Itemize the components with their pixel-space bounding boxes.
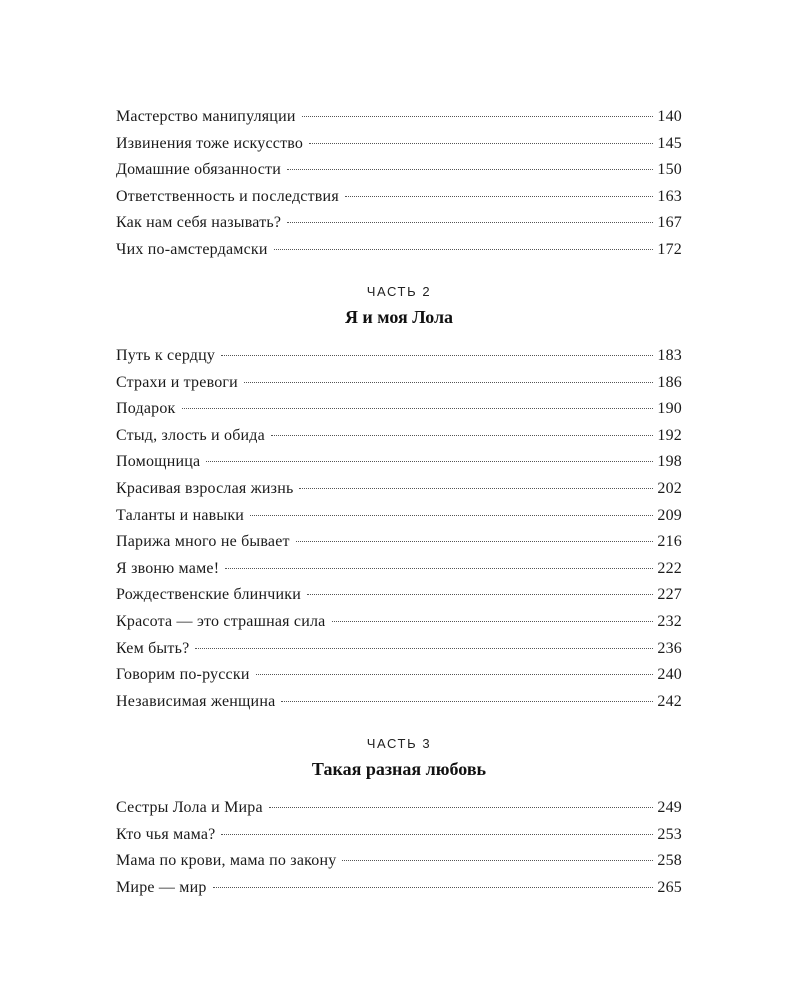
dot-leader	[342, 860, 653, 861]
toc-entry[interactable]	[116, 848, 682, 875]
dot-leader	[225, 568, 653, 569]
toc-entry[interactable]	[116, 582, 682, 609]
dot-leader	[296, 541, 654, 542]
entry-page-number: 140	[657, 108, 682, 125]
entry-title: Парижа много не бывает	[116, 533, 290, 551]
toc-entry[interactable]	[116, 556, 682, 583]
entry-title: Страхи и тревоги	[116, 373, 238, 391]
entry-title: Я звоню маме!	[116, 559, 220, 577]
dot-leader	[309, 143, 653, 144]
entry-title: Рождественские блинчики	[116, 586, 301, 604]
entry-page-number: 186	[657, 373, 682, 391]
toc-entry[interactable]	[116, 370, 682, 397]
toc-list	[116, 795, 682, 901]
part-3-heading	[116, 736, 682, 780]
entry-title: Мастерство манипуляции	[116, 108, 296, 125]
entry-page-number: 198	[657, 453, 682, 471]
dot-leader	[195, 648, 653, 649]
entry-title: Кем быть?	[116, 639, 190, 657]
toc-entry[interactable]	[116, 396, 682, 423]
entry-title: Как нам себя называть?	[116, 214, 282, 232]
toc-entry[interactable]	[116, 822, 682, 849]
toc-part-2	[116, 343, 682, 715]
entry-page-number: 150	[657, 161, 682, 179]
toc-entry[interactable]	[116, 503, 682, 530]
entry-title: Чих по-амстердамски	[116, 240, 268, 258]
entry-page-number: 167	[657, 214, 682, 232]
dot-leader	[206, 461, 653, 462]
dot-leader	[281, 701, 653, 702]
entry-title: Независимая женщина	[116, 692, 276, 710]
entry-page-number: 222	[657, 559, 682, 577]
dot-leader	[332, 621, 654, 622]
dot-leader	[307, 594, 653, 595]
entry-title: Мама по крови, мама по закону	[116, 852, 337, 870]
entry-title: Красивая взрослая жизнь	[116, 479, 294, 497]
toc-section-1	[116, 104, 682, 264]
toc-entry[interactable]	[116, 662, 682, 689]
dot-leader	[250, 515, 653, 516]
entry-page-number: 183	[657, 347, 682, 364]
toc-list	[116, 104, 682, 264]
dot-leader	[182, 408, 654, 409]
toc-entry[interactable]	[116, 529, 682, 556]
part-2-heading	[116, 284, 682, 328]
toc-entry[interactable]	[116, 423, 682, 450]
entry-title: Таланты и навыки	[116, 506, 245, 524]
entry-page-number: 216	[657, 533, 682, 551]
entry-page-number: 249	[657, 799, 682, 816]
dot-leader	[287, 222, 653, 223]
dot-leader	[244, 382, 653, 383]
dot-leader	[221, 355, 653, 356]
toc-entry[interactable]	[116, 343, 682, 370]
dot-leader	[221, 834, 653, 835]
entry-page-number: 202	[657, 479, 682, 497]
entry-title: Говорим по-русски	[116, 666, 250, 684]
entry-page-number: 242	[657, 692, 682, 710]
toc-entry[interactable]	[116, 875, 682, 902]
entry-page-number: 232	[657, 612, 682, 630]
dot-leader	[287, 169, 653, 170]
part-title: Такая разная любовь	[311, 759, 487, 779]
entry-title: Сестры Лола и Мира	[116, 799, 263, 816]
entry-title: Мире — мир	[116, 878, 207, 896]
toc-entry[interactable]	[116, 636, 682, 663]
toc-entry[interactable]	[116, 157, 682, 184]
part-label: ЧАСТЬ 2	[366, 284, 432, 299]
entry-title: Помощница	[116, 453, 201, 471]
toc-entry[interactable]	[116, 184, 682, 211]
entry-title: Кто чья мама?	[116, 825, 216, 843]
entry-page-number: 265	[657, 878, 682, 896]
dot-leader	[299, 488, 653, 489]
dot-leader	[302, 116, 654, 117]
toc-entry[interactable]	[116, 689, 682, 716]
dot-leader	[271, 435, 653, 436]
toc-entry[interactable]	[116, 131, 682, 158]
toc-entry[interactable]	[116, 609, 682, 636]
toc-entry[interactable]	[116, 104, 682, 131]
toc-entry[interactable]	[116, 795, 682, 822]
entry-title: Подарок	[116, 400, 176, 418]
entry-title: Ответственность и последствия	[116, 187, 339, 205]
part-title: Я и моя Лола	[344, 307, 454, 327]
entry-page-number: 240	[657, 666, 682, 684]
dot-leader	[345, 196, 654, 197]
entry-page-number: 145	[657, 134, 682, 152]
entry-title: Красота — это страшная сила	[116, 612, 326, 630]
entry-page-number: 227	[657, 586, 682, 604]
entry-title: Стыд, злость и обида	[116, 426, 265, 444]
toc-entry[interactable]	[116, 449, 682, 476]
part-label: ЧАСТЬ 3	[366, 736, 432, 751]
toc-list	[116, 343, 682, 715]
entry-page-number: 209	[657, 506, 682, 524]
entry-page-number: 258	[657, 852, 682, 870]
entry-page-number: 236	[657, 639, 682, 657]
entry-title: Домашние обязанности	[116, 161, 281, 179]
entry-page-number: 192	[657, 426, 682, 444]
entry-page-number: 172	[657, 240, 682, 258]
dot-leader	[256, 674, 654, 675]
toc-entry[interactable]	[116, 476, 682, 503]
entry-page-number: 253	[657, 825, 682, 843]
entry-title: Путь к сердцу	[116, 347, 216, 364]
dot-leader	[274, 249, 654, 250]
dot-leader	[269, 807, 654, 808]
entry-page-number: 190	[657, 400, 682, 418]
entry-page-number: 163	[657, 187, 682, 205]
dot-leader	[213, 887, 654, 888]
toc-part-3	[116, 795, 682, 901]
toc-entry[interactable]	[116, 210, 682, 237]
toc-entry[interactable]	[116, 237, 682, 264]
entry-title: Извинения тоже искусство	[116, 134, 304, 152]
